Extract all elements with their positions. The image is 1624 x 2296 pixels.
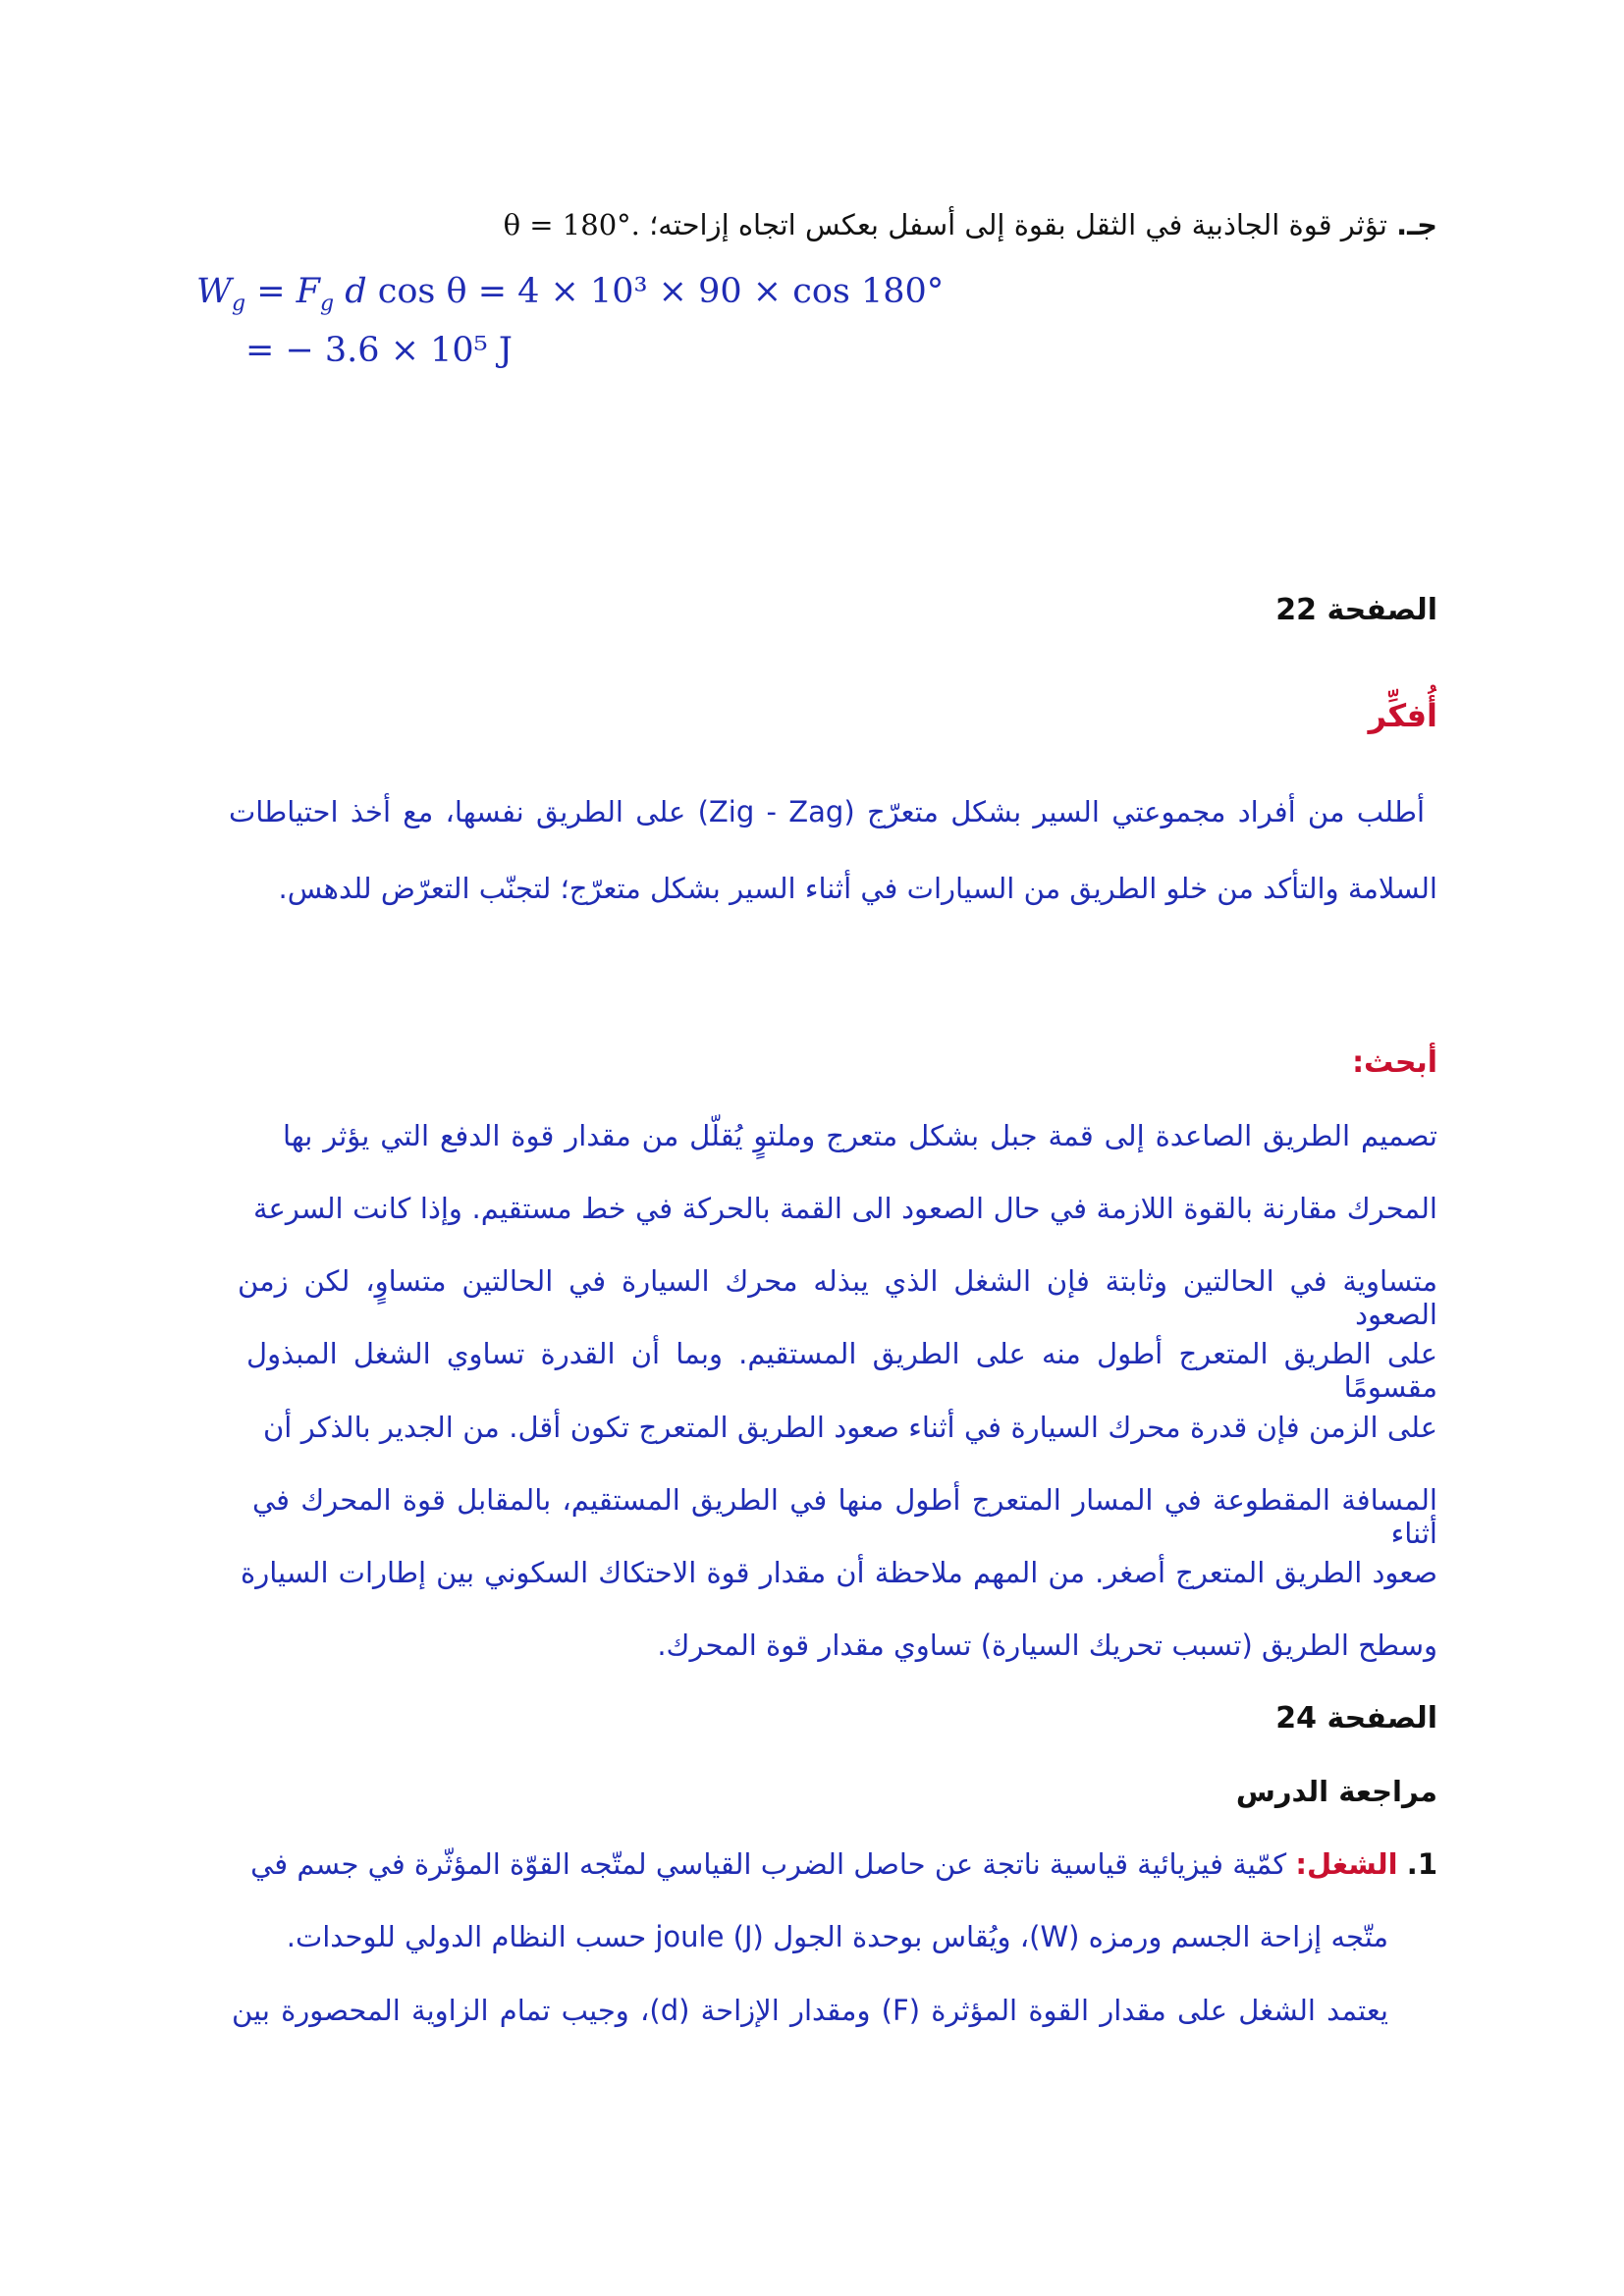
research-line-7: صعود الطريق المتعرج أصغر. من المهم ملاحظة أن مقدار قوة الاحتكاك السكوني بين إطارات السيارة: [241, 1556, 1437, 1589]
q1-definition: كمّية فيزيائية قياسية ناتجة عن حاصل الضرب القياسي لمتّجه القوّة المؤثّرة في جسم في: [250, 1847, 1296, 1881]
research-line-5: على الزمن فإن قدرة محرك السيارة في أثناء صعود الطريق المتعرج تكون أقل. من الجدير بالذكر أن: [263, 1411, 1437, 1444]
part-c-statement: [504, 208, 1437, 241]
work-equation-rhs: = 4 × 10³ × 90 × cos 180°: [477, 272, 945, 311]
work-equation-line2: = − 3.6 × 10⁵ J: [245, 331, 513, 370]
think-heading: أُفكِّر: [1368, 697, 1437, 734]
q1-term: الشغل:: [1295, 1847, 1398, 1881]
lesson-review-heading: مراجعة الدرس: [1235, 1775, 1437, 1808]
page-24-heading: الصفحة 24: [1275, 1701, 1437, 1735]
research-line-3: متساوية في الحالتين وثابتة فإن الشغل الذي يبذله محرك السيارة في الحالتين متساوٍ، لكن زمن الصعود: [238, 1264, 1437, 1331]
research-line-1: تصميم الطريق الصاعدة إلى قمة جبل بشكل متعرج وملتوٍ يُقلّل من مقدار قوة الدفع التي يؤثر بها: [283, 1119, 1437, 1152]
work-equation-line1: [196, 272, 944, 316]
work-equation-lhs: $W_g = F_g$ d cos θ: [196, 272, 478, 316]
research-heading: أبحث:: [1352, 1045, 1437, 1080]
q1-number: 1.: [1406, 1847, 1437, 1881]
q1-line-2: متّجه إزاحة الجسم ورمزه (W)، ويُقاس بوحدة الجول joule (J) حسب النظام الدولي للوحدات.: [286, 1920, 1388, 1953]
page-22-heading: الصفحة 22: [1275, 593, 1437, 627]
research-line-4: على الطريق المتعرج أطول منه على الطريق المستقيم. وبما أن القدرة تساوي الشغل المبذول مقسومًا: [246, 1337, 1437, 1404]
think-line-2: السلامة والتأكد من خلو الطريق من السيارات في أثناء السير بشكل متعرّج؛ لتجنّب التعرّض للدهس.: [278, 872, 1437, 905]
research-line-8: وسطح الطريق (تسبب تحريك السيارة) تساوي مقدار قوة المحرك.: [657, 1629, 1437, 1662]
research-line-2: المحرك مقارنة بالقوة اللازمة في حال الصعود الى القمة بالحركة في خط مستقيم. وإذا كانت السرعة: [253, 1192, 1437, 1225]
think-line-1: أطلب من أفراد مجموعتي السير بشكل متعرّج (Zig - Zag) على الطريق نفسها، مع أخذ احتياطات: [229, 795, 1426, 828]
part-c-angle: θ = 180°.: [503, 208, 640, 241]
part-c-text: تؤثر قوة الجاذبية في الثقل بقوة إلى أسفل بعكس اتجاه إزاحته؛: [639, 208, 1397, 241]
q1-line-1: [250, 1847, 1437, 1881]
q1-line-3: يعتمد الشغل على مقدار القوة المؤثرة (F) ومقدار الإزاحة (d)، وجيب تمام الزاوية المحصورة بين: [232, 1994, 1388, 2027]
research-line-6: المسافة المقطوعة في المسار المتعرج أطول منها في الطريق المستقيم، بالمقابل قوة المحرك في أثناء: [252, 1483, 1437, 1550]
part-c-label: جـ.: [1396, 208, 1437, 241]
